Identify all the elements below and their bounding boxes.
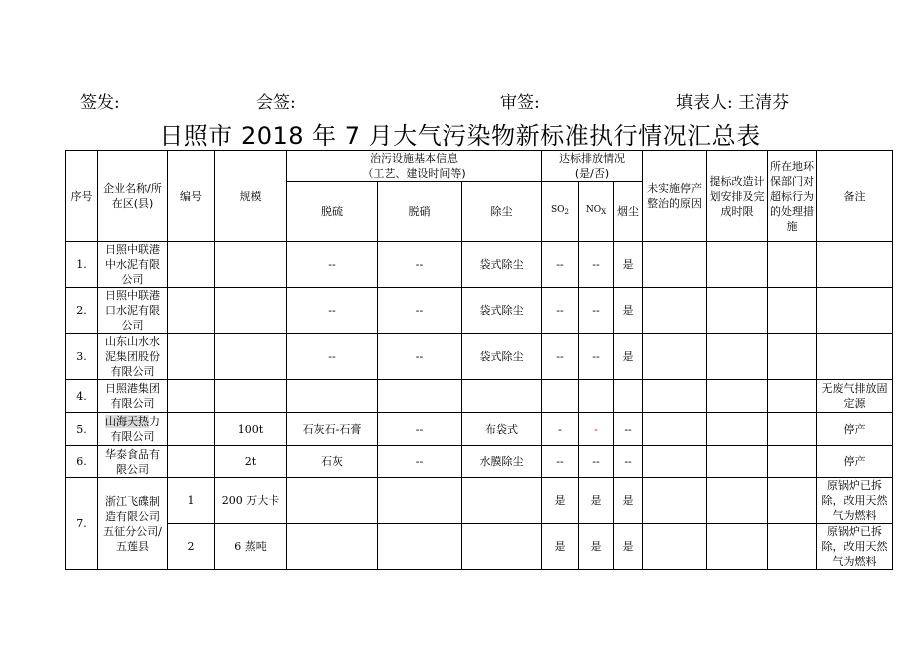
table-row [66, 380, 893, 413]
cell-reason [643, 446, 707, 478]
cell-company [98, 413, 168, 446]
cell-remark [817, 334, 893, 380]
cell-so2: 是 [542, 478, 579, 524]
cell-so2: -- [542, 446, 579, 478]
cell-env [768, 413, 817, 446]
cell-remark: 停产 [817, 413, 893, 446]
cell-smoke: 是 [614, 524, 643, 570]
facilities-label: 治污设施基本信息 [370, 152, 458, 165]
cell-denitr: -- [378, 413, 462, 446]
cell-desulf [287, 478, 378, 524]
header-number: 编号 [168, 151, 215, 242]
page-title: 日照市 2018 年 7 月大气污染物新标准执行情况汇总表 [159, 122, 761, 150]
cell-env [768, 446, 817, 478]
cell-company: 山东山水水泥集团股份有限公司 [98, 334, 168, 380]
cell-so2: - [542, 413, 579, 446]
header-scale: 规模 [215, 151, 287, 242]
cell-so2: 是 [542, 524, 579, 570]
cell-scale [215, 242, 287, 288]
cell-reason [643, 288, 707, 334]
cell-number [168, 413, 215, 446]
cell-remark: 停产 [817, 446, 893, 478]
header-so2: $SO_2$ [542, 182, 579, 242]
cell-reason [643, 380, 707, 413]
cell-remark: 原锅炉已拆除，改用天然气为燃料 [817, 478, 893, 524]
cell-dust: 袋式除尘 [462, 288, 542, 334]
cell-remark [817, 242, 893, 288]
table-row [66, 524, 893, 570]
table-row [66, 288, 893, 334]
cell-nox: -- [579, 288, 614, 334]
cell-desulf: -- [287, 242, 378, 288]
header-env: 所在地环保部门对超标行为的处理措施 [768, 151, 817, 242]
cell-reason [643, 524, 707, 570]
header-reason: 未实施停产整治的原因 [643, 151, 707, 242]
cell-dust [462, 380, 542, 413]
cell-smoke: 是 [614, 478, 643, 524]
cell-seq: 7. [66, 478, 98, 570]
cell-plan [707, 288, 768, 334]
cell-env [768, 524, 817, 570]
cell-denitr [378, 380, 462, 413]
cell-denitr [378, 524, 462, 570]
cell-so2: -- [542, 242, 579, 288]
header-remark: 备注 [817, 151, 893, 242]
cell-so2: -- [542, 334, 579, 380]
cell-dust: 袋式除尘 [462, 242, 542, 288]
cell-denitr: -- [378, 334, 462, 380]
cell-scale: 6 蒸吨 [215, 524, 287, 570]
cell-smoke [614, 380, 643, 413]
cell-desulf: 石灰石-石膏 [287, 413, 378, 446]
header-seq: 序号 [66, 151, 98, 242]
cell-scale [215, 334, 287, 380]
header-nox: $NO_X$ [579, 182, 614, 242]
cell-dust: 布袋式 [462, 413, 542, 446]
cell-env [768, 380, 817, 413]
cell-reason [643, 413, 707, 446]
header-row [66, 151, 893, 182]
cell-seq: 1. [66, 242, 98, 288]
cell-env [768, 478, 817, 524]
cell-dust: 水膜除尘 [462, 446, 542, 478]
review-label: 审签: [500, 93, 540, 113]
summary-table [65, 150, 893, 570]
company-highlight: 山海天热 [105, 415, 149, 428]
header-facilities [287, 151, 542, 182]
cell-smoke: 是 [614, 334, 643, 380]
cell-env [768, 334, 817, 380]
cell-scale [215, 380, 287, 413]
header-compliance [542, 151, 643, 182]
cell-seq: 4. [66, 380, 98, 413]
cell-smoke: 是 [614, 288, 643, 334]
sign-label: 签发: [80, 93, 120, 113]
header-smoke: 烟尘 [614, 182, 643, 242]
company-rest: 力有限公司 [110, 415, 160, 443]
cell-plan [707, 380, 768, 413]
cell-dust [462, 524, 542, 570]
cell-plan [707, 413, 768, 446]
cell-plan [707, 478, 768, 524]
cell-seq: 3. [66, 334, 98, 380]
cell-nox: - [579, 413, 614, 446]
cell-denitr: -- [378, 242, 462, 288]
cell-so2: -- [542, 288, 579, 334]
header-company: 企业名称/所在区(县) [98, 151, 168, 242]
cell-seq: 5. [66, 413, 98, 446]
cell-plan [707, 524, 768, 570]
cell-company: 华泰食品有限公司 [98, 446, 168, 478]
compliance-label: 达标排放情况 [559, 152, 626, 165]
table-row [66, 413, 893, 446]
cell-remark [817, 288, 893, 334]
countersign-label: 会签: [256, 93, 296, 113]
cell-reason [643, 334, 707, 380]
cell-seq: 6. [66, 446, 98, 478]
cell-scale: 200 万大卡 [215, 478, 287, 524]
cell-dust [462, 478, 542, 524]
compliance-sub: (是/否) [574, 167, 610, 180]
cell-env [768, 242, 817, 288]
cell-smoke: -- [614, 413, 643, 446]
cell-company: 浙江飞碟制造有限公司五征分公司/五莲县 [98, 478, 168, 570]
cell-smoke: -- [614, 446, 643, 478]
cell-scale [215, 288, 287, 334]
cell-denitr [378, 478, 462, 524]
filler-label: 填表人: 王清芬 [676, 93, 790, 113]
cell-number [168, 288, 215, 334]
header-plan: 提标改造计划安排及完成时限 [707, 151, 768, 242]
cell-company: 日照港集团有限公司 [98, 380, 168, 413]
cell-plan [707, 242, 768, 288]
cell-reason [643, 478, 707, 524]
cell-remark: 原锅炉已拆除，改用天然气为燃料 [817, 524, 893, 570]
cell-plan [707, 446, 768, 478]
header-desulf: 脱硫 [287, 182, 378, 242]
table-row [66, 242, 893, 288]
header-dust: 除尘 [462, 182, 542, 242]
table-row [66, 478, 893, 524]
cell-desulf: -- [287, 288, 378, 334]
cell-seq: 2. [66, 288, 98, 334]
cell-reason [643, 242, 707, 288]
cell-smoke: 是 [614, 242, 643, 288]
cell-env [768, 288, 817, 334]
cell-nox: -- [579, 446, 614, 478]
cell-denitr: -- [378, 446, 462, 478]
cell-remark: 无废气排放固定源 [817, 380, 893, 413]
facilities-sub: （工艺、建设时间等) [362, 167, 466, 180]
cell-number: 1 [168, 478, 215, 524]
cell-nox: -- [579, 242, 614, 288]
cell-plan [707, 334, 768, 380]
cell-nox: -- [579, 334, 614, 380]
cell-nox: 是 [579, 478, 614, 524]
cell-company: 日照中联港中水泥有限公司 [98, 242, 168, 288]
cell-nox: 是 [579, 524, 614, 570]
header-denitr: 脱硝 [378, 182, 462, 242]
table-row [66, 334, 893, 380]
cell-so2 [542, 380, 579, 413]
cell-number [168, 446, 215, 478]
cell-number [168, 334, 215, 380]
cell-company: 日照中联港口水泥有限公司 [98, 288, 168, 334]
table-row [66, 446, 893, 478]
cell-scale: 2t [215, 446, 287, 478]
cell-nox [579, 380, 614, 413]
cell-desulf: 石灰 [287, 446, 378, 478]
cell-number [168, 242, 215, 288]
cell-number: 2 [168, 524, 215, 570]
cell-denitr: -- [378, 288, 462, 334]
cell-desulf [287, 380, 378, 413]
cell-number [168, 380, 215, 413]
cell-dust: 袋式除尘 [462, 334, 542, 380]
cell-desulf [287, 524, 378, 570]
cell-desulf: -- [287, 334, 378, 380]
cell-scale: 100t [215, 413, 287, 446]
